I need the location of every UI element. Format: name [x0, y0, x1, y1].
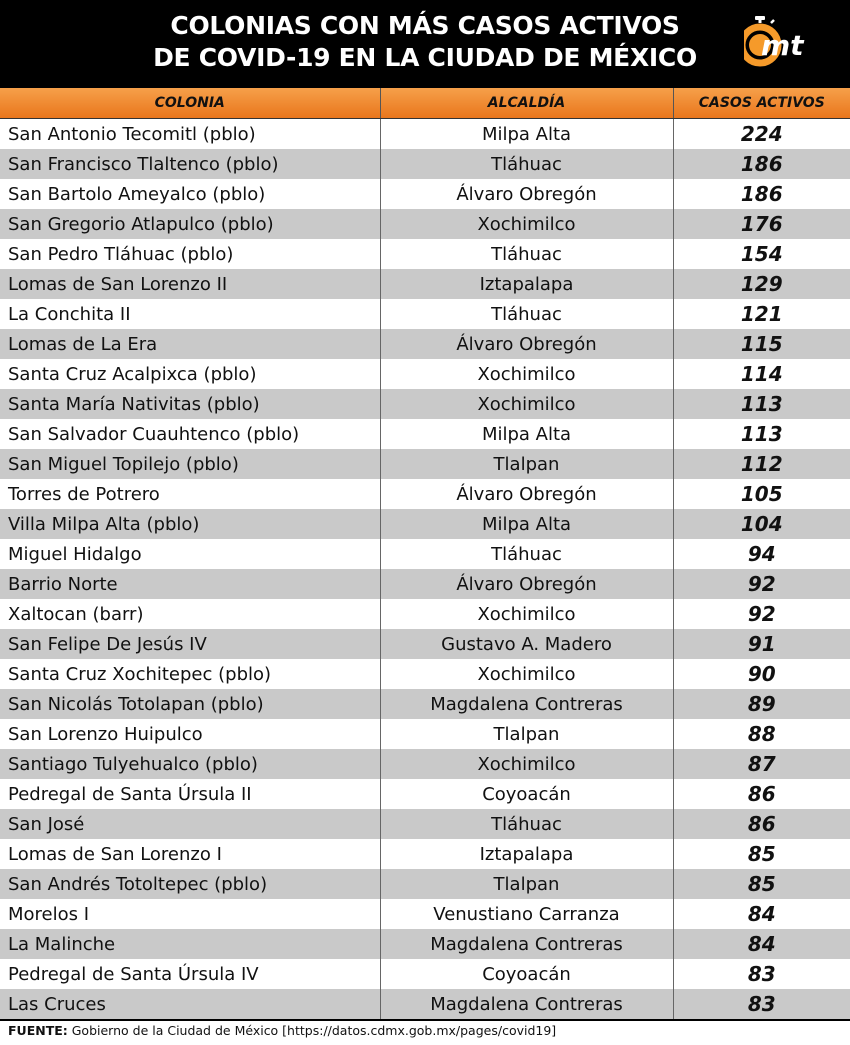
cell-alcaldia: Álvaro Obregón — [380, 479, 673, 509]
cell-casos-activos: 84 — [673, 899, 850, 929]
cell-colonia: San Miguel Topilejo (pblo) — [0, 449, 380, 479]
cell-casos-activos: 186 — [673, 149, 850, 179]
cell-colonia: Lomas de San Lorenzo II — [0, 269, 380, 299]
cell-colonia: Santa Cruz Acalpixca (pblo) — [0, 359, 380, 389]
cell-colonia: Pedregal de Santa Úrsula IV — [0, 959, 380, 989]
cell-colonia: San Salvador Cuauhtenco (pblo) — [0, 419, 380, 449]
cell-alcaldia: Iztapalapa — [380, 839, 673, 869]
cell-colonia: San Lorenzo Huipulco — [0, 719, 380, 749]
cell-colonia: Santa Cruz Xochitepec (pblo) — [0, 659, 380, 689]
table-row — [0, 479, 850, 509]
cell-colonia: Lomas de San Lorenzo I — [0, 839, 380, 869]
table-row — [0, 239, 850, 269]
cell-alcaldia: Tlalpan — [380, 449, 673, 479]
cell-casos-activos: 121 — [673, 299, 850, 329]
table-header-row — [0, 88, 850, 119]
cell-alcaldia: Xochimilco — [380, 749, 673, 779]
cell-alcaldia: Magdalena Contreras — [380, 989, 673, 1019]
cell-colonia: San Bartolo Ameyalco (pblo) — [0, 179, 380, 209]
cell-casos-activos: 92 — [673, 599, 850, 629]
cell-alcaldia: Gustavo A. Madero — [380, 629, 673, 659]
table-row — [0, 449, 850, 479]
cell-colonia: Santiago Tulyehualco (pblo) — [0, 749, 380, 779]
table-row — [0, 929, 850, 959]
cell-colonia: Barrio Norte — [0, 569, 380, 599]
cell-colonia: Las Cruces — [0, 989, 380, 1019]
cell-colonia: San Antonio Tecomitl (pblo) — [0, 119, 380, 150]
table-row — [0, 389, 850, 419]
cell-colonia: San Gregorio Atlapulco (pblo) — [0, 209, 380, 239]
cell-alcaldia: Coyoacán — [380, 779, 673, 809]
cell-colonia: Santa María Nativitas (pblo) — [0, 389, 380, 419]
cell-alcaldia: Álvaro Obregón — [380, 179, 673, 209]
title-line-2: DE COVID-19 EN LA CIUDAD DE MÉXICO — [153, 43, 697, 72]
cell-alcaldia: Tláhuac — [380, 149, 673, 179]
cell-casos-activos: 186 — [673, 179, 850, 209]
title-line-1: COLONIAS CON MÁS CASOS ACTIVOS — [170, 11, 680, 40]
table-row — [0, 539, 850, 569]
cell-casos-activos: 83 — [673, 959, 850, 989]
table-row — [0, 719, 850, 749]
cell-alcaldia: Álvaro Obregón — [380, 329, 673, 359]
cell-casos-activos: 112 — [673, 449, 850, 479]
cell-casos-activos: 114 — [673, 359, 850, 389]
table-row — [0, 899, 850, 929]
cell-casos-activos: 87 — [673, 749, 850, 779]
cell-casos-activos: 84 — [673, 929, 850, 959]
milenio-logo — [744, 14, 824, 74]
chart-title — [0, 10, 850, 74]
cell-colonia: San Andrés Totoltepec (pblo) — [0, 869, 380, 899]
cell-colonia: San José — [0, 809, 380, 839]
table-row — [0, 569, 850, 599]
cell-casos-activos: 154 — [673, 239, 850, 269]
table-row — [0, 779, 850, 809]
cell-alcaldia: Xochimilco — [380, 359, 673, 389]
source-text: Gobierno de la Ciudad de México [https://datos.cdmx.gob.mx/pages/covid19] — [67, 1023, 557, 1038]
column-header-colonia: COLONIA — [0, 88, 380, 119]
cases-table — [0, 88, 850, 1019]
cell-alcaldia: Xochimilco — [380, 209, 673, 239]
cell-alcaldia: Tlalpan — [380, 869, 673, 899]
cell-alcaldia: Coyoacán — [380, 959, 673, 989]
cell-colonia: San Nicolás Totolapan (pblo) — [0, 689, 380, 719]
table-row — [0, 629, 850, 659]
table-row — [0, 659, 850, 689]
cell-colonia: San Pedro Tláhuac (pblo) — [0, 239, 380, 269]
source-label: FUENTE: — [8, 1023, 68, 1038]
cell-alcaldia: Magdalena Contreras — [380, 929, 673, 959]
table-row — [0, 599, 850, 629]
cell-casos-activos: 129 — [673, 269, 850, 299]
cell-alcaldia: Tlalpan — [380, 719, 673, 749]
table-row — [0, 869, 850, 899]
table-row — [0, 269, 850, 299]
cell-alcaldia: Xochimilco — [380, 659, 673, 689]
cell-colonia: Villa Milpa Alta (pblo) — [0, 509, 380, 539]
cell-alcaldia: Iztapalapa — [380, 269, 673, 299]
header-banner — [0, 0, 850, 88]
cell-casos-activos: 86 — [673, 809, 850, 839]
cell-casos-activos: 85 — [673, 839, 850, 869]
table-row — [0, 329, 850, 359]
cell-casos-activos: 115 — [673, 329, 850, 359]
logo-text: mt — [761, 29, 804, 62]
cell-colonia: San Francisco Tlaltenco (pblo) — [0, 149, 380, 179]
table-row — [0, 989, 850, 1019]
cell-casos-activos: 88 — [673, 719, 850, 749]
table-row — [0, 839, 850, 869]
table-row — [0, 209, 850, 239]
table-row — [0, 749, 850, 779]
table-row — [0, 509, 850, 539]
cell-casos-activos: 90 — [673, 659, 850, 689]
cell-alcaldia: Tláhuac — [380, 299, 673, 329]
cell-casos-activos: 86 — [673, 779, 850, 809]
cell-alcaldia: Tláhuac — [380, 539, 673, 569]
cell-casos-activos: 94 — [673, 539, 850, 569]
cell-colonia: La Conchita II — [0, 299, 380, 329]
table-row — [0, 179, 850, 209]
table-row — [0, 359, 850, 389]
table-row — [0, 299, 850, 329]
cell-casos-activos: 92 — [673, 569, 850, 599]
cell-colonia: Morelos I — [0, 899, 380, 929]
cell-casos-activos: 113 — [673, 419, 850, 449]
cell-casos-activos: 89 — [673, 689, 850, 719]
cell-casos-activos: 85 — [673, 869, 850, 899]
table-row — [0, 149, 850, 179]
cell-casos-activos: 83 — [673, 989, 850, 1019]
table-row — [0, 419, 850, 449]
cell-colonia: Lomas de La Era — [0, 329, 380, 359]
table-body — [0, 119, 850, 1020]
cell-colonia: Xaltocan (barr) — [0, 599, 380, 629]
cell-casos-activos: 91 — [673, 629, 850, 659]
cell-colonia: La Malinche — [0, 929, 380, 959]
cell-colonia: Torres de Potrero — [0, 479, 380, 509]
cell-alcaldia: Xochimilco — [380, 389, 673, 419]
cell-alcaldia: Tláhuac — [380, 809, 673, 839]
cell-casos-activos: 224 — [673, 119, 850, 150]
cell-alcaldia: Álvaro Obregón — [380, 569, 673, 599]
cell-alcaldia: Magdalena Contreras — [380, 689, 673, 719]
cell-alcaldia: Milpa Alta — [380, 509, 673, 539]
cell-alcaldia: Milpa Alta — [380, 119, 673, 150]
table-row — [0, 959, 850, 989]
cell-casos-activos: 105 — [673, 479, 850, 509]
cell-colonia: Pedregal de Santa Úrsula II — [0, 779, 380, 809]
source-note — [0, 1019, 850, 1039]
cell-alcaldia: Milpa Alta — [380, 419, 673, 449]
cell-alcaldia: Tláhuac — [380, 239, 673, 269]
cell-colonia: Miguel Hidalgo — [0, 539, 380, 569]
column-header-alcaldia: ALCALDÍA — [380, 88, 673, 119]
cell-casos-activos: 104 — [673, 509, 850, 539]
table-row — [0, 809, 850, 839]
table-row — [0, 689, 850, 719]
cell-casos-activos: 113 — [673, 389, 850, 419]
column-header-casos-activos: CASOS ACTIVOS — [673, 88, 850, 119]
cell-casos-activos: 176 — [673, 209, 850, 239]
cell-alcaldia: Venustiano Carranza — [380, 899, 673, 929]
cell-alcaldia: Xochimilco — [380, 599, 673, 629]
table-row — [0, 119, 850, 150]
cell-colonia: San Felipe De Jesús IV — [0, 629, 380, 659]
